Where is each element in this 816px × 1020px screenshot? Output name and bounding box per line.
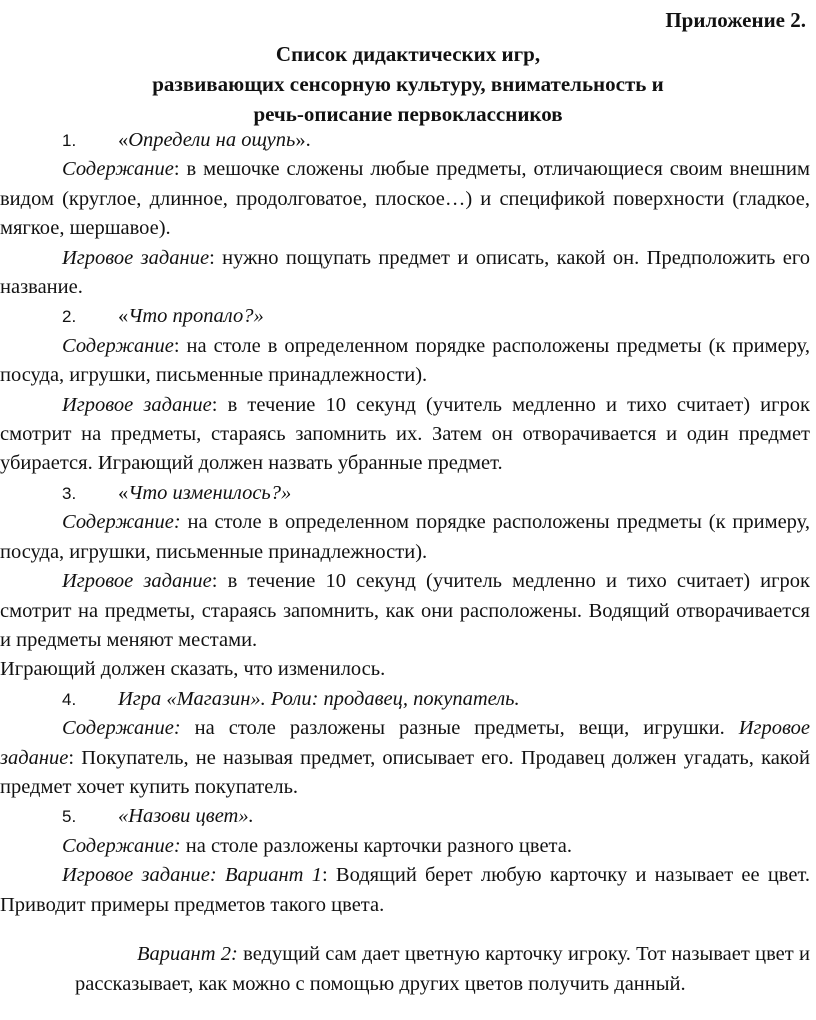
games-list xyxy=(0,126,810,1020)
task-label: Игровое задание xyxy=(62,393,212,416)
game-5-title: «Назови цвет». xyxy=(118,805,254,828)
task-label: Игровое задание: xyxy=(62,864,217,887)
game-5-content: Содержание: на столе разложены карточки разного цвета. xyxy=(62,834,572,857)
game-3-heading: 3. «Что изменилось?» xyxy=(0,479,810,508)
game-1-heading: 1. «Определи на ощупь». xyxy=(0,126,810,155)
game-1-title: Определи на ощупь xyxy=(128,129,296,151)
game-1-content: Содержание: в мешочке сложены любые предметы, отличающиеся своим внешним видом (круглое, длинное, продолговатое, плоское…) и спецификой поверхности (гладкое, мягкое, шершавое). xyxy=(0,158,810,240)
game-4-title: Игра «Магазин». Роли: продавец, покупатель. xyxy=(118,687,520,710)
content-label: Содержание xyxy=(62,334,174,357)
game-3-number: 3. xyxy=(62,483,77,503)
appendix-label: Приложение 2. xyxy=(665,8,806,32)
title-line-1: Список дидактических игр, xyxy=(275,42,541,66)
game-3-title: Что изменилось?» xyxy=(128,481,292,504)
game-5-variant-2: Вариант 2: ведущий сам дает цветную карточку игроку. Тот называет цвет и рассказывает, как можно с помощью других цветов получить данный. xyxy=(75,943,810,995)
game-2-heading: 2. «Что пропало?» xyxy=(0,302,810,331)
game-5-task: Игровое задание: Вариант 1: Водящий берет любую карточку и называет ее цвет. Приводит примеры предметов такого цвета. xyxy=(0,864,811,916)
game-2-number: 2. xyxy=(62,307,77,327)
content-label: Содержание: xyxy=(62,717,181,740)
game-3-extra: Играющий должен сказать, что изменилось. xyxy=(0,658,386,681)
game-1-number: 1. xyxy=(62,131,77,150)
game-5-number: 5. xyxy=(62,807,77,827)
game-5-heading xyxy=(0,802,810,831)
game-2-title: Что пропало?» xyxy=(128,305,264,328)
game-1-task: Игровое задание: нужно пощупать предмет и описать, какой он. Предположить его название. xyxy=(0,246,811,299)
game-3-content: Содержание: на столе в определенном порядке расположены предметы (к примеру, посуда, игрушки, письменные принадлежности). xyxy=(0,511,810,563)
title-line-2: развивающих сенсорную культуру, внимательность и xyxy=(152,72,664,96)
content-label: Содержание: xyxy=(62,834,181,857)
variant-2-label: Вариант 2: xyxy=(137,943,238,966)
task-label: Игровое задание xyxy=(62,570,212,593)
task-label: Игровое задание xyxy=(0,717,810,769)
content-label: Содержание: xyxy=(62,511,181,534)
content-label: Содержание xyxy=(62,158,174,181)
game-4-number: 4. xyxy=(62,689,77,709)
task-label: Игровое задание xyxy=(62,246,210,269)
title-line-3: речь-описание первоклассников xyxy=(253,102,563,126)
game-2-content: Содержание: на столе в определенном порядке расположены предметы (к примеру, посуда, игрушки, письменные принадлежности). xyxy=(0,334,810,387)
page-title xyxy=(0,39,816,129)
game-4-content: Содержание: на столе разложены разные предметы, вещи, игрушки. Игровое задание: Покупатель, не называя предмет, описывает его. Продавец должен угадать, какой предмет хочет купить покупатель. xyxy=(0,717,810,798)
game-4-heading xyxy=(0,685,810,714)
game-3-task: Игровое задание: в течение 10 секунд (учитель медленно и тихо считает) игрок смотрит на предметы, стараясь запомнить, как они расположены. Водящий отворачивается и предметы меняют местами. xyxy=(0,570,810,651)
variant-1-label: Вариант 1 xyxy=(224,864,322,887)
game-2-task: Игровое задание: в течение 10 секунд (учитель медленно и тихо считает) игрок смотрит на предметы, стараясь запомнить их. Затем он отворачивается и один предмет убирается. Играющий должен назвать убранные предмет. xyxy=(0,393,810,475)
